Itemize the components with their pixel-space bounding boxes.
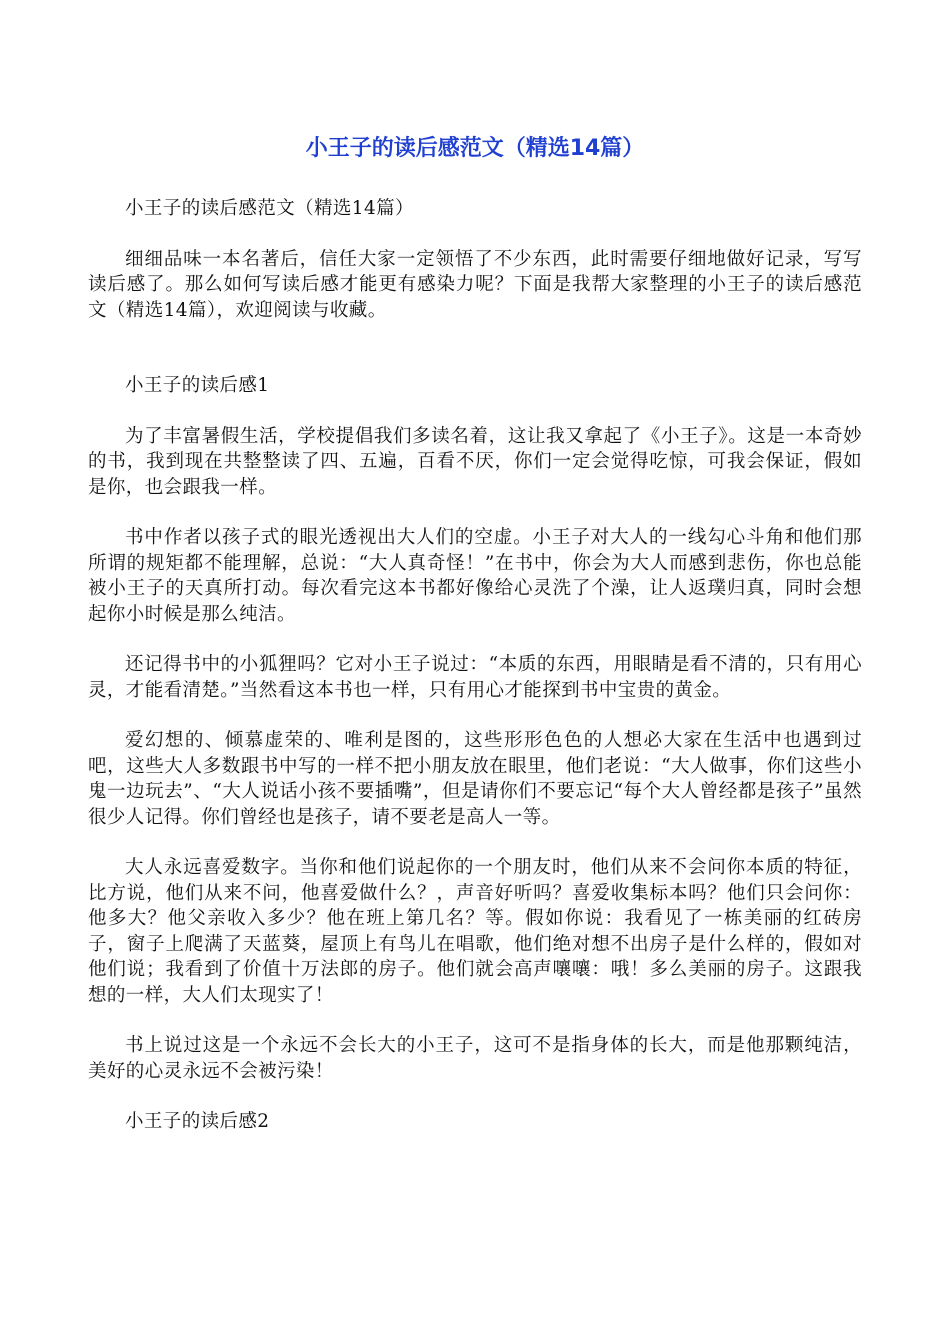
document-page bbox=[88, 132, 862, 1160]
body-paragraph: 爱幻想的、倾慕虚荣的、唯利是图的，这些形形色色的人想必大家在生活中也遇到过吧，这些大人多数跟书中写的一样不把小朋友放在眼里，他们老说：“大人做事，你们这些小鬼一边玩去”、“大人说话小孩不要插嘴”，但是请你们不要忘记“每个大人曾经都是孩子”虽然很少人记得。你们曾经也是孩子，请不要老是高人一等。 bbox=[88, 730, 862, 828]
intro-paragraph: 细细品味一本名著后，信任大家一定领悟了不少东西，此时需要仔细地做好记录，写写读后感了。那么如何写读后感才能更有感染力呢？下面是我帮大家整理的小王子的读后感范文（精选14篇），欢迎阅读与收藏。 bbox=[88, 248, 862, 321]
body-paragraph: 还记得书中的小狐狸吗？它对小王子说过：“本质的东西，用眼睛是看不清的，只有用心灵，才能看清楚。”当然看这本书也一样，只有用心才能探到书中宝贵的黄金。 bbox=[88, 654, 862, 701]
body-paragraph: 为了丰富暑假生活，学校提倡我们多读名着，这让我又拿起了《小王子》。这是一本奇妙的书，我到现在共整整读了四、五遍，百看不厌，你们一定会觉得吃惊，可我会保证，假如是你，也会跟我一样。 bbox=[88, 425, 862, 498]
section-heading-1: 小王子的读后感1 bbox=[125, 375, 270, 396]
section-heading-2: 小王子的读后感2 bbox=[125, 1111, 270, 1132]
body-paragraph: 书中作者以孩子式的眼光透视出大人们的空虚。小王子对大人的一线勾心斗角和他们那所谓的规矩都不能理解，总说：“大人真奇怪！”在书中，你会为大人而感到悲伤，你也总能被小王子的天真所打动。每次看完这本书都好像给心灵洗了个澡，让人返璞归真，同时会想起你小时候是那么纯洁。 bbox=[88, 527, 862, 625]
body-paragraph: 书上说过这是一个永远不会长大的小王子，这可不是指身体的长大，而是他那颗纯洁，美好的心灵永远不会被污染！ bbox=[88, 1035, 862, 1082]
document-title: 小王子的读后感范文（精选14篇） bbox=[305, 136, 645, 161]
subtitle-paragraph: 小王子的读后感范文（精选14篇） bbox=[125, 198, 414, 219]
body-paragraph: 大人永远喜爱数字。当你和他们说起你的一个朋友时，他们从来不会问你本质的特征，比方说，他们从来不问，他喜爱做什么？，声音好听吗？喜爱收集标本吗？他们只会问你：他多大？他父亲收入多少？他在班上第几名？等。假如你说：我看见了一栋美丽的红砖房子，窗子上爬满了天蓝葵，屋顶上有鸟儿在唱歌，他们绝对想不出房子是什么样的，假如对他们说；我看到了价值十万法郎的房子。他们就会高声嚷嚷：哦！多么美丽的房子。这跟我想的一样，大人们太现实了！ bbox=[88, 857, 862, 1006]
